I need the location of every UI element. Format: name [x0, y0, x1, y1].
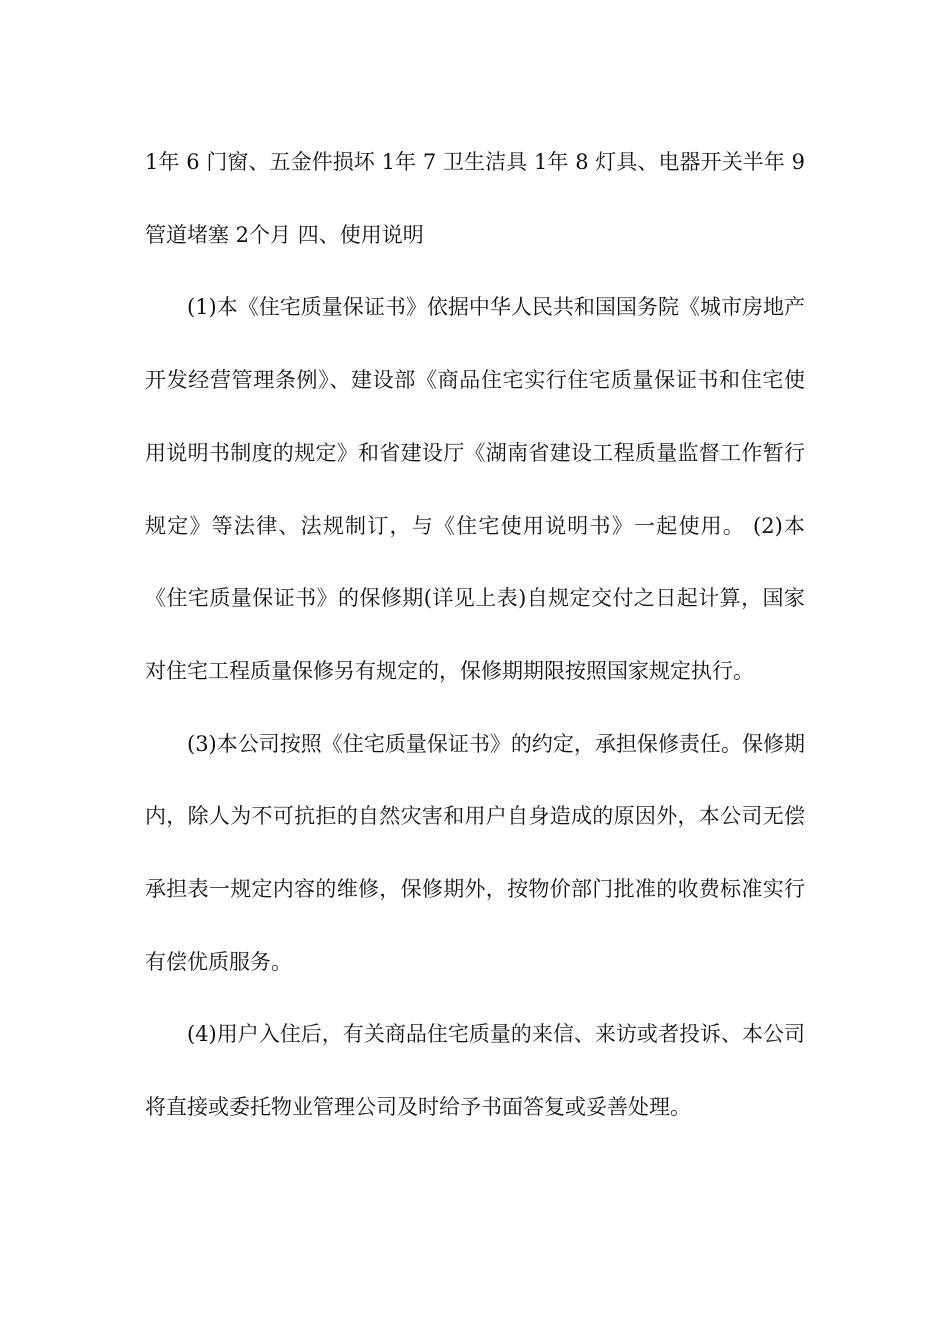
- paragraph-complaint-handling: (4)用户入住后，有关商品住宅质量的来信、来访或者投诉、本公司将直接或委托物业管理公司及时给予书面答复或妥善处理。: [145, 1022, 805, 1120]
- document-body: [145, 126, 805, 1144]
- paragraph-warranty-responsibility: (3)本公司按照《住宅质量保证书》的约定，承担保修责任。保修期内，除人为不可抗拒的自然灾害和用户自身造成的原因外，本公司无偿承担表一规定内容的维修，保修期外，按物价部门批准的收费标准实行有偿优质服务。: [145, 731, 805, 974]
- paragraph-usage-basis: (1)本《住宅质量保证书》依据中华人民共和国国务院《城市房地产开发经营管理条例》、建设部《商品住宅实行住宅质量保证书和住宅使用说明书制度的规定》和省建设厅《湖南省建设工程质量监督工作暂行规定》等法律、法规制订，与《住宅使用说明书》一起使用。 (2)本《住宅质量保证书》的保修期(详见上表)自规定交付之日起计算，国家对住宅工程质量保修另有规定的，保修期期限按照国家规定执行。: [145, 295, 805, 683]
- paragraph-warranty-list: 1年 6 门窗、五金件损坏 1年 7 卫生洁具 1年 8 灯具、电器开关半年 9 管道堵塞 2个月 四、使用说明: [145, 150, 805, 247]
